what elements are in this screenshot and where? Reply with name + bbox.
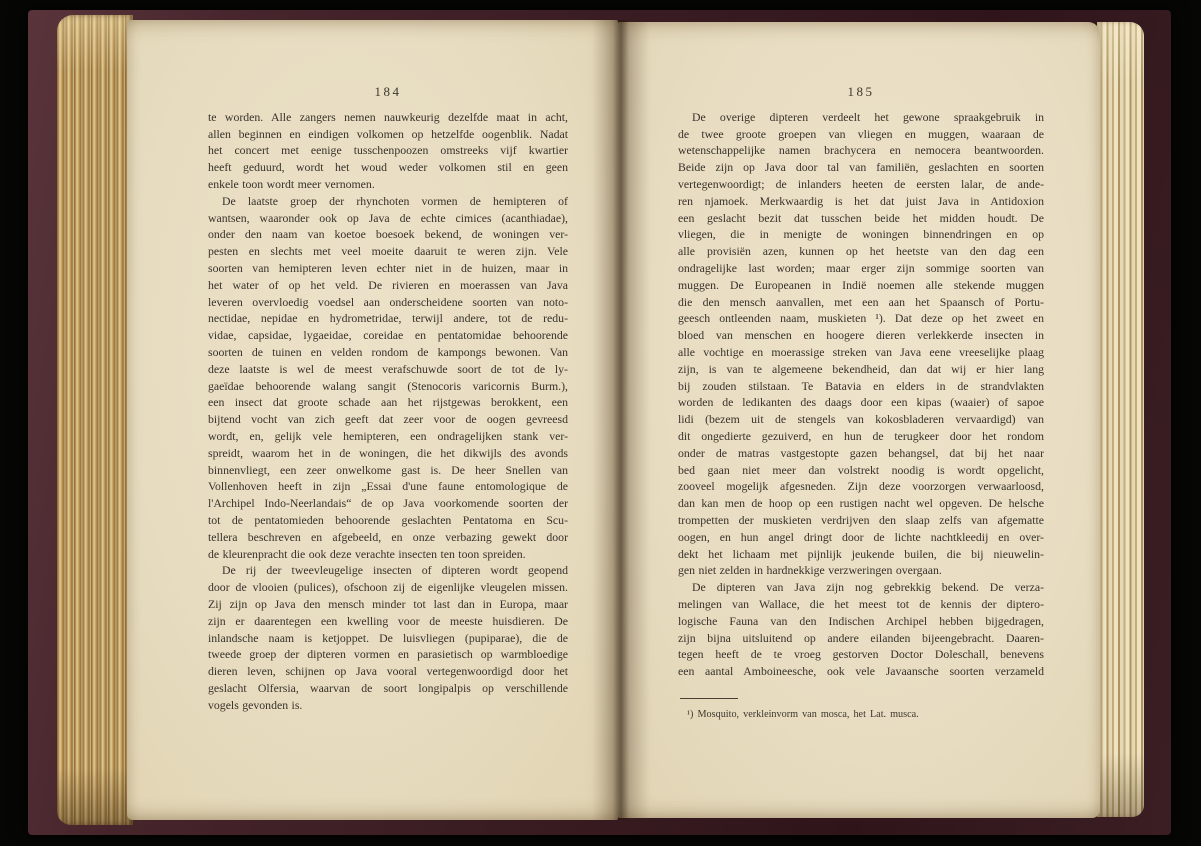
paragraph [208, 109, 568, 193]
text-line: ondragelijke last worden; maar erger zijn sommige soorten van [678, 260, 1044, 275]
text-line: onder den naam van koetoe boesoek bekend, de woningen ver- [208, 227, 568, 242]
text-line: gaeïdae behoorende walang sangit (Stenocoris varicornis Burm.), [208, 378, 568, 393]
text-line: vertegenwoordigt; de inlanders heeten de eersten lalar, de ande- [678, 176, 1044, 191]
text-line: bloed van menschen en hoogere dieren verlekkerde insecten in [678, 328, 1044, 343]
right-page-text [678, 84, 1044, 721]
text-line: De overige dipteren verdeelt het gewone spraakgebruik in [692, 109, 1044, 124]
text-line: de kleurenpracht die ook deze verachte insecten ten toon spreiden. [208, 546, 526, 561]
text-line: dekt het lichaam met pijnlijk jeukende builen, die bij nieuwelin- [678, 546, 1044, 561]
text-line: een geslacht bezit dat tusschen beide het midden houdt. De [678, 210, 1044, 225]
text-line: deze laatste is wel de meest verafschuwde soort de tot de ly- [208, 361, 568, 376]
text-line: zooveel mogelijk afgesneden. Zijn deze voorzorgen verwaarloosd, [678, 479, 1044, 494]
text-line: soorten de tuinen en velden rondom de kampongs bewonen. Van [208, 344, 568, 359]
text-line: alle vochtige en moerassige streken van Java eene vreeselijke plaag [678, 344, 1044, 359]
text-line: bijtend vocht van zich geeft dat zeer voor de oogen gevreesd [208, 412, 568, 427]
text-line: De dipteren van Java zijn nog gebrekkig bekend. De verza- [692, 580, 1044, 595]
text-line: wantsen, waaronder ook op Java de echte cimices (acanthiadae), [208, 210, 568, 225]
text-line: binnenvliegt, een zeer onwelkome gast is. De heer Snellen van [208, 462, 568, 477]
text-line: dit ongedierte gezuiverd, en hun de terugkeer door het rondom [678, 428, 1044, 443]
text-line: muggen. De Europeanen in Indië noemen alle stekende muggen [678, 277, 1044, 292]
page-edges-left [57, 15, 133, 825]
text-line: zijn er daarentegen een kwelling voor de meeste huisdieren. De [208, 613, 568, 628]
page-edges-right [1097, 22, 1144, 817]
text-line: lidi (bezem uit de stengels van kokosbladeren vervaardigd) van [678, 412, 1044, 427]
text-line: vliegen, die in menigte de woningen binnendringen en op [678, 227, 1044, 242]
text-line: melingen van Wallace, die het meest tot de kennis der diptero- [678, 596, 1044, 611]
text-line: wordt, en, gelijk vele hemipteren, een ondragelijken stank ver- [208, 428, 568, 443]
text-line: l'Archipel Indo-Neerlandais“ de op Java voorkomende soorten der [208, 496, 568, 511]
left-page-text [208, 84, 568, 713]
text-line: De rij der tweevleugelige insecten of dipteren wordt geopend [222, 563, 568, 578]
text-line: leveren overvloedig voedsel aan onderscheidene soorten van noto- [208, 294, 568, 309]
footnote-rule [680, 698, 738, 699]
text-line: een aantal Amboineesche, ook vele Javaansche soorten verzameld [678, 664, 1044, 679]
text-line: gen niet zelden in hardnekkige verzweringen overgaan. [678, 563, 942, 578]
text-line: vogels gevonden is. [208, 697, 303, 712]
text-line: een insect dat groote schade aan het rijstgewas berokkent, een [208, 395, 568, 410]
text-line: logische Fauna van den Indischen Archipel hebben bijgedragen, [678, 613, 1044, 628]
text-line: bij zouden stilstaan. Te Batavia en elders in de strandvlakten [678, 378, 1044, 393]
text-line: bed gaan niet meer dan volstrekt noodig is wordt opgelicht, [678, 462, 1044, 477]
text-line: dieren leven, schijnen op Java vooral vertegenwoordigd door het [208, 664, 568, 679]
text-line: wetenschappelijke namen brachycera en nemocera beantwoorden. [678, 143, 1044, 158]
text-line: tot de pentatomieden behoorende geslachten Pentatoma en Scu- [208, 512, 568, 527]
text-line: heeft geduurd, wordt het woud weder volkomen stil en geen [208, 160, 568, 175]
text-line: het water of op het veld. De rivieren en moerassen van Java [208, 277, 568, 292]
text-line: Zij zijn op Java den mensch minder tot last dan in Europa, maar [208, 596, 568, 611]
text-line: worden de ledikanten des daags door een kipas (waaier) of sapoe [678, 395, 1044, 410]
text-line: de twee groote groepen van vliegen en muggen, waaraan de [678, 126, 1044, 141]
text-line: onder de matras vastgestopte gazen behangsel, dat bij het naar [678, 445, 1044, 460]
paragraph [678, 579, 1044, 680]
text-line: spreidt, waarom het in de woningen, die het dikwijls des avonds [208, 445, 568, 460]
text-line: dan kan men de hoop op een rustigen nacht wel opgeven. De helsche [678, 496, 1044, 511]
right-page-body [678, 109, 1044, 680]
text-line: nectidae, nepidae en hydrometridae, terwijl andere, tot de redu- [208, 311, 568, 326]
text-line: geesch ontleenden naam, muskieten ¹). Dat deze op het zweet en [678, 311, 1044, 326]
text-line: soorten van hemipteren leven echter niet in de huizen, maar in [208, 260, 568, 275]
text-line: tweede groep der dipteren vormen en parasietisch op warmbloedige [208, 647, 568, 662]
text-line: inlandsche naam is ketjoppet. De luisvliegen (pupiparae), die de [208, 630, 568, 645]
text-line: trompetten der muskieten verdrijven den slaap zelfs van afgematte [678, 512, 1044, 527]
text-line: Vollenhoven heeft in zijn „Essai d'une faune entomologique de [208, 479, 568, 494]
text-line: geslacht Olfersia, waarvan de soort longipalpis op verschillende [208, 680, 568, 695]
footnote-text: ¹) Mosquito, verkleinvorm van mosca, het Lat. musca. [687, 708, 919, 720]
text-line: oogen, en hun angel dringt door de lichte nachtkleedij en over- [678, 529, 1044, 544]
text-line: tegen heeft de te vroeg gestorven Doctor Doleschall, benevens [678, 647, 1044, 662]
text-line: allen beginnen en eindigen volkomen op hetzelfde oogenblik. Nadat [208, 126, 568, 141]
page-number: 185 [847, 84, 875, 99]
paragraph [208, 193, 568, 563]
left-page-body [208, 109, 568, 714]
text-line: die den mensch aanvallen, met een aan het Spaansch of Portu- [678, 294, 1044, 309]
page-number: 184 [374, 84, 402, 99]
text-line: het concert met eenige tusschenpoozen omstreeks vijf kwartier [208, 143, 568, 158]
text-line: enkele toon wordt meer vernomen. [208, 176, 375, 191]
text-line: ren njamoek. Merkwaardig is het dat juist Java in Antidoxion [678, 193, 1044, 208]
text-line: pesten en slechts met veel moeite daaruit te weren zijn. Vele [208, 244, 568, 259]
text-line: De laatste groep der rhynchoten vormen de hemipteren of [222, 193, 568, 208]
text-line: Beide zijn op Java door tal van familiën, geslachten en soorten [678, 160, 1044, 175]
text-line: alle provisiën azen, kunnen op het heetste van den dag een [678, 244, 1044, 259]
text-line: tellera beschreven en afgebeeld, en onze verbazing gewekt door [208, 529, 568, 544]
text-line: zijn bijna uitsluitend op andere eilanden bijeengebracht. Daaren- [678, 630, 1044, 645]
paragraph [208, 562, 568, 713]
text-line: te worden. Alle zangers nemen nauwkeurig dezelfde maat in acht, [208, 109, 568, 124]
text-line: vidae, capsidae, lygaeidae, coreidae en pentatomidae behoorende [208, 328, 568, 343]
text-line: door de vlooien (pulices), ofschoon zij de eigenlijke vleugelen missen. [208, 580, 568, 595]
paragraph [678, 109, 1044, 579]
text-line: zijn, is van te algemeene bekendheid, dan dat wij er hier lang [678, 361, 1044, 376]
